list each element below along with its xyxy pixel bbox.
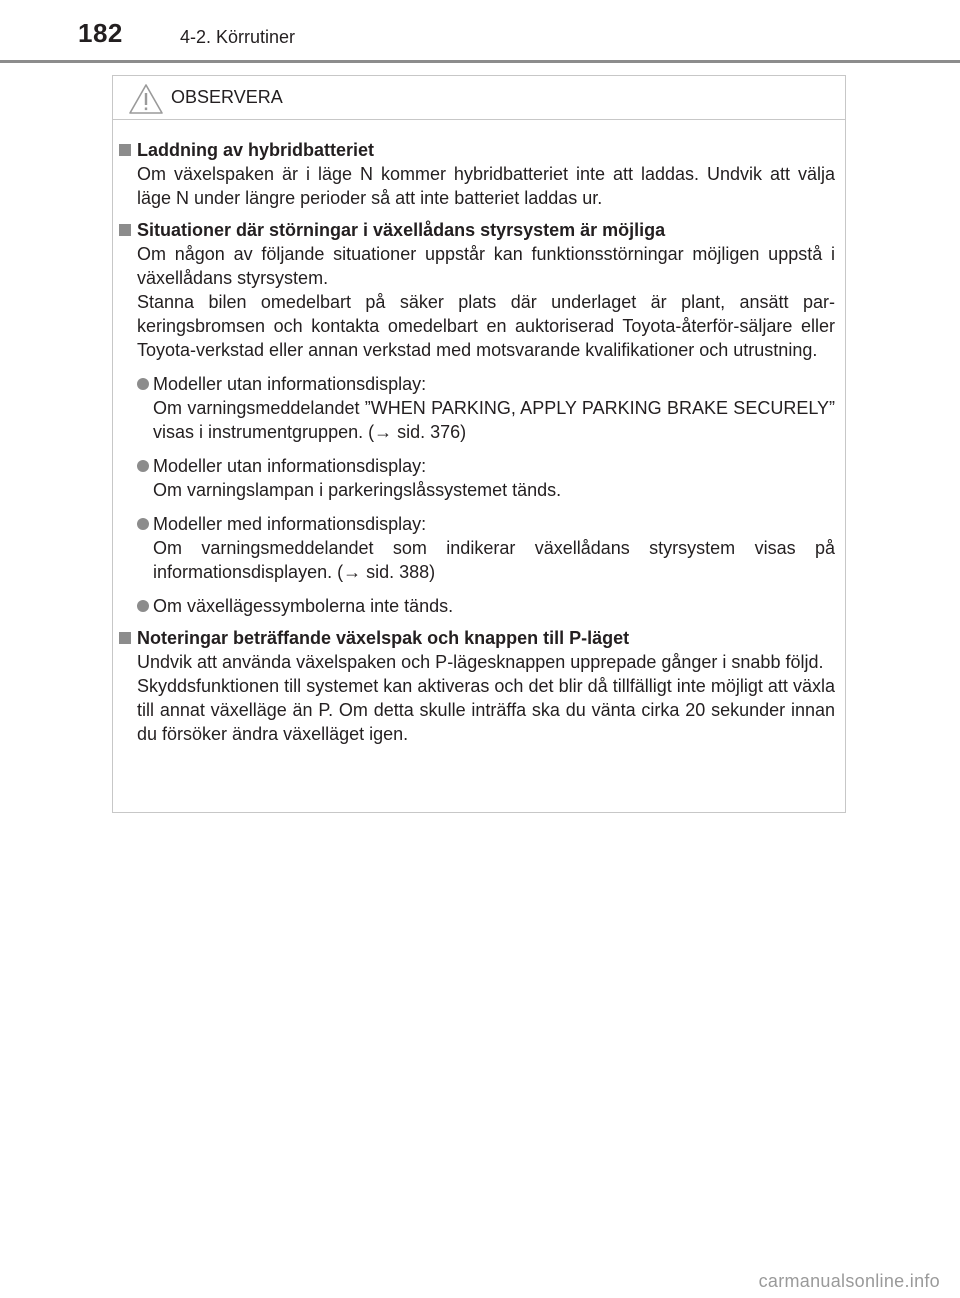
paragraph: Om växelspaken är i läge N kommer hybridbatteriet inte att laddas. Undvik att välja läge N under längre perioder så att inte batteriet laddas ur. bbox=[137, 164, 835, 208]
list-item-title: Om växellägessymbolerna inte tänds. bbox=[153, 596, 454, 616]
caution-box bbox=[112, 75, 846, 813]
list-item-title: Modeller utan informationsdisplay: bbox=[153, 374, 427, 394]
square-bullet-icon bbox=[119, 224, 131, 236]
list-item-title: Modeller med informationsdisplay: bbox=[153, 514, 427, 534]
square-bullet-icon bbox=[119, 144, 131, 156]
section-heading: Situationer där störningar i växellådans styrsystem är möjliga bbox=[119, 218, 835, 242]
paragraph: Skyddsfunktionen till systemet kan aktiveras och det blir då tillfälligt inte möjligt att växla till annat växelläge än P. Om detta skulle inträffa ska du vänta cirka 20 sekunder innan du försöker ändra växelläget igen. bbox=[137, 676, 835, 744]
list-item-text: Om varningslampan i parkeringslåssystemet tänds. bbox=[153, 480, 562, 500]
paragraph: Undvik att använda växelspaken och P-lägesknappen upprepade gånger i snabb följd. bbox=[137, 652, 824, 672]
warning-triangle-icon bbox=[128, 83, 164, 115]
page-number: 182 bbox=[78, 18, 123, 48]
list-item-text: Om varningsmeddelandet ”WHEN PARKING, APPLY PARKING BRAKE SECURELY” visas i instrumentgruppen. (→ sid. 376) bbox=[153, 398, 835, 442]
circle-bullet-icon bbox=[137, 378, 149, 390]
list-item bbox=[137, 512, 835, 584]
paragraph: Stanna bilen omedelbart på säker plats där underlaget är plant, ansätt par-keringsbromsen och kontakta omedelbart en auktoriserad Toyota-återför-säljare eller Toyota-verkstad eller annan verkstad med motsvarande kvalifikationer och utrustning. bbox=[137, 292, 835, 360]
square-bullet-icon bbox=[119, 632, 131, 644]
list-item-text: Om varningsmeddelandet som indikerar växellådans styrsystem visas på informationsdisplayen. (→ sid. 388) bbox=[153, 538, 835, 582]
caution-label: OBSERVERA bbox=[171, 87, 283, 107]
caution-body bbox=[113, 120, 845, 746]
circle-bullet-icon bbox=[137, 518, 149, 530]
list-item bbox=[137, 372, 835, 444]
circle-bullet-icon bbox=[137, 600, 149, 612]
section-heading: Laddning av hybridbatteriet bbox=[119, 138, 835, 162]
watermark: carmanualsonline.info bbox=[758, 1271, 940, 1291]
list-item-title: Modeller utan informationsdisplay: bbox=[153, 456, 427, 476]
paragraph: Om någon av följande situationer uppstår kan funktionsstörningar möjligen uppstå i växellådans styrsystem. bbox=[137, 244, 835, 288]
list-item bbox=[137, 454, 835, 502]
list-item bbox=[137, 594, 835, 618]
caution-header bbox=[113, 76, 845, 120]
header-rule bbox=[0, 60, 960, 63]
circle-bullet-icon bbox=[137, 460, 149, 472]
section-title: 4-2. Körrutiner bbox=[180, 27, 296, 47]
section-heading: Noteringar beträffande växelspak och knappen till P-läget bbox=[119, 626, 835, 650]
